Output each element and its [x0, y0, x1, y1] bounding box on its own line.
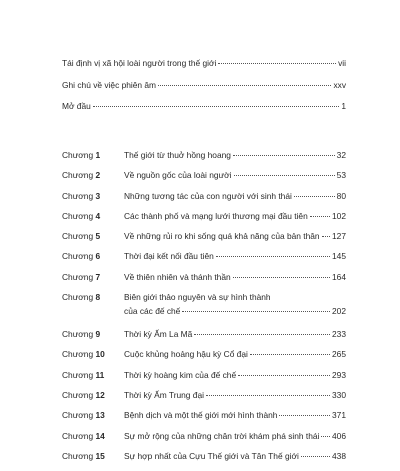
chapter-page-number: 265 — [332, 349, 346, 360]
toc-entry-chapter-10 — [62, 349, 346, 369]
chapter-title: Về nguồn gốc của loài người — [124, 170, 232, 181]
chapter-page-number: 80 — [336, 190, 346, 201]
dot-leader — [182, 311, 330, 312]
chapter-title: Sự mở rộng của những chân trời khám phá sinh thái — [124, 430, 320, 441]
chapter-number: 3 — [95, 190, 101, 201]
chapter-word: Chương — [62, 170, 94, 181]
chapter-word: Chương — [62, 210, 94, 221]
toc-entry-chapter-2 — [62, 170, 346, 190]
chapter-page-number: 102 — [332, 210, 346, 221]
chapter-label — [62, 349, 124, 359]
chapter-title: Thế giới từ thuở hồng hoang — [124, 150, 231, 160]
dot-leader — [310, 216, 330, 217]
chapter-page-number: 164 — [332, 271, 346, 282]
chapter-number: 14 — [95, 430, 105, 441]
chapter-word: Chương — [62, 271, 94, 282]
toc-entry-chapter-6 — [62, 251, 346, 271]
toc-entry-chapter-7 — [62, 272, 346, 292]
chapter-title: Thời kỳ Ấm Trung đại — [124, 389, 204, 400]
dot-leader — [233, 155, 335, 156]
dot-leader — [218, 63, 336, 64]
chapter-word: Chương — [62, 450, 94, 461]
chapter-title: Sự hợp nhất của Cựu Thế giới và Tân Thế giới — [124, 450, 299, 461]
chapter-word: Chương — [62, 389, 94, 400]
chapter-number: 12 — [95, 389, 105, 400]
chapter-number: 4 — [95, 210, 101, 221]
chapter-number: 1 — [95, 150, 101, 160]
toc-entry-front-1 — [62, 58, 346, 80]
dot-leader — [206, 395, 330, 396]
entry-page-number: xxv — [333, 79, 346, 90]
toc-entry-chapter-12 — [62, 390, 346, 410]
chapter-number: 5 — [95, 231, 101, 242]
toc-entry-chapter-13 — [62, 410, 346, 430]
chapter-body — [124, 390, 346, 400]
chapter-word: Chương — [62, 251, 94, 262]
chapter-number: 6 — [95, 251, 101, 262]
chapter-body — [124, 349, 346, 359]
chapter-label — [62, 410, 124, 420]
chapter-word: Chương — [62, 410, 94, 421]
chapter-number: 8 — [95, 292, 101, 303]
dot-leader — [158, 85, 331, 86]
entry-page-number: 1 — [341, 101, 346, 111]
chapter-label — [62, 451, 124, 461]
chapter-label — [62, 370, 124, 380]
chapter-title: Cuộc khủng hoảng hậu kỳ Cổ đại — [124, 349, 248, 360]
chapter-word: Chương — [62, 369, 94, 380]
toc-entry-chapter-15 — [62, 451, 346, 471]
dot-leader — [238, 375, 330, 376]
chapter-body — [124, 292, 346, 316]
dot-leader — [194, 334, 330, 335]
chapter-page-number: 406 — [332, 430, 346, 441]
chapter-page-number: 32 — [336, 150, 346, 160]
dot-leader — [321, 436, 330, 437]
chapter-number: 7 — [95, 271, 101, 282]
chapter-body — [124, 251, 346, 261]
chapter-word: Chương — [62, 150, 94, 160]
chapter-title: Về những rủi ro khi sống quá khả năng của bản thân — [124, 231, 320, 242]
chapter-page-number: 233 — [332, 329, 346, 340]
chapter-label — [62, 211, 124, 221]
dot-leader — [250, 354, 330, 355]
chapter-word: Chương — [62, 349, 94, 360]
dot-leader — [233, 277, 330, 278]
toc-entry-chapter-8 — [62, 292, 346, 329]
chapter-page-number: 293 — [332, 369, 346, 380]
chapter-number: 9 — [95, 329, 101, 340]
toc-entry-chapter-5 — [62, 231, 346, 251]
chapter-body — [124, 410, 346, 420]
chapter-label — [62, 150, 124, 160]
chapter-label — [62, 292, 124, 302]
chapter-page-number: 127 — [332, 231, 346, 242]
chapter-body — [124, 191, 346, 201]
chapter-title: Thời đại kết nối đầu tiên — [124, 251, 214, 262]
dot-leader — [322, 236, 330, 237]
chapter-page-number: 371 — [332, 410, 346, 421]
toc-entry-front-2 — [62, 80, 346, 102]
chapter-number: 10 — [95, 349, 105, 360]
chapter-label — [62, 170, 124, 180]
chapter-label — [62, 431, 124, 441]
chapter-label — [62, 390, 124, 400]
chapter-title-line-2: của các đế chế — [124, 306, 181, 317]
chapter-word: Chương — [62, 329, 94, 340]
dot-leader — [301, 456, 330, 457]
entry-title: Ghi chú về việc phiên âm — [62, 79, 157, 90]
dot-leader — [216, 256, 330, 257]
chapter-title: Bệnh dịch và một thế giới mới hình thành — [124, 410, 278, 421]
chapter-list — [62, 150, 346, 471]
chapter-label — [62, 272, 124, 282]
chapter-word: Chương — [62, 292, 94, 303]
chapter-label — [62, 231, 124, 241]
dot-leader — [279, 415, 330, 416]
chapter-title: Những tương tác của con người với sinh thái — [124, 190, 292, 201]
chapter-body — [124, 431, 346, 441]
chapter-title-line-2-row — [124, 306, 346, 316]
toc-entry-chapter-11 — [62, 370, 346, 390]
chapter-word: Chương — [62, 430, 94, 441]
chapter-number: 15 — [95, 450, 105, 461]
chapter-title-line-1: Biên giới thảo nguyên và sự hình thành — [124, 292, 271, 303]
chapter-number: 11 — [95, 369, 105, 380]
chapter-page-number: 330 — [332, 389, 346, 400]
toc-entry-chapter-3 — [62, 191, 346, 211]
chapter-page-number: 438 — [332, 450, 346, 461]
chapter-body — [124, 370, 346, 380]
chapter-body — [124, 231, 346, 241]
chapter-title: Các thành phố và mạng lưới thương mại đầu tiên — [124, 210, 308, 221]
chapter-word: Chương — [62, 190, 94, 201]
chapter-title: Thời kỳ hoàng kim của đế chế — [124, 369, 237, 380]
chapter-body — [124, 272, 346, 282]
chapter-body — [124, 211, 346, 221]
chapter-title: Về thiên nhiên và thánh thần — [124, 271, 231, 282]
chapter-page-number: 53 — [336, 170, 346, 181]
chapter-page-number: 145 — [332, 251, 346, 262]
toc-entry-chapter-1 — [62, 150, 346, 170]
toc-entry-chapter-14 — [62, 431, 346, 451]
entry-title: Tái định vị xã hội loài người trong thế giới — [62, 58, 217, 68]
chapter-number: 13 — [95, 410, 105, 421]
entry-title: Mở đầu — [62, 101, 91, 111]
chapter-label — [62, 191, 124, 201]
toc-entry-chapter-9 — [62, 329, 346, 349]
dot-leader — [93, 106, 340, 107]
chapter-body — [124, 150, 346, 160]
chapter-page-number: 202 — [332, 306, 346, 317]
chapter-body — [124, 170, 346, 180]
chapter-body — [124, 451, 346, 461]
dot-leader — [234, 175, 335, 176]
chapter-title: Thời kỳ Ấm La Mã — [124, 329, 193, 340]
dot-leader — [294, 196, 335, 197]
toc-entry-front-3 — [62, 101, 346, 123]
chapter-word: Chương — [62, 231, 94, 242]
chapter-body — [124, 329, 346, 339]
front-matter-list — [62, 58, 346, 123]
entry-page-number: vii — [338, 58, 346, 68]
toc-entry-chapter-4 — [62, 211, 346, 231]
chapter-number: 2 — [95, 170, 101, 181]
chapter-label — [62, 329, 124, 339]
chapter-label — [62, 251, 124, 261]
